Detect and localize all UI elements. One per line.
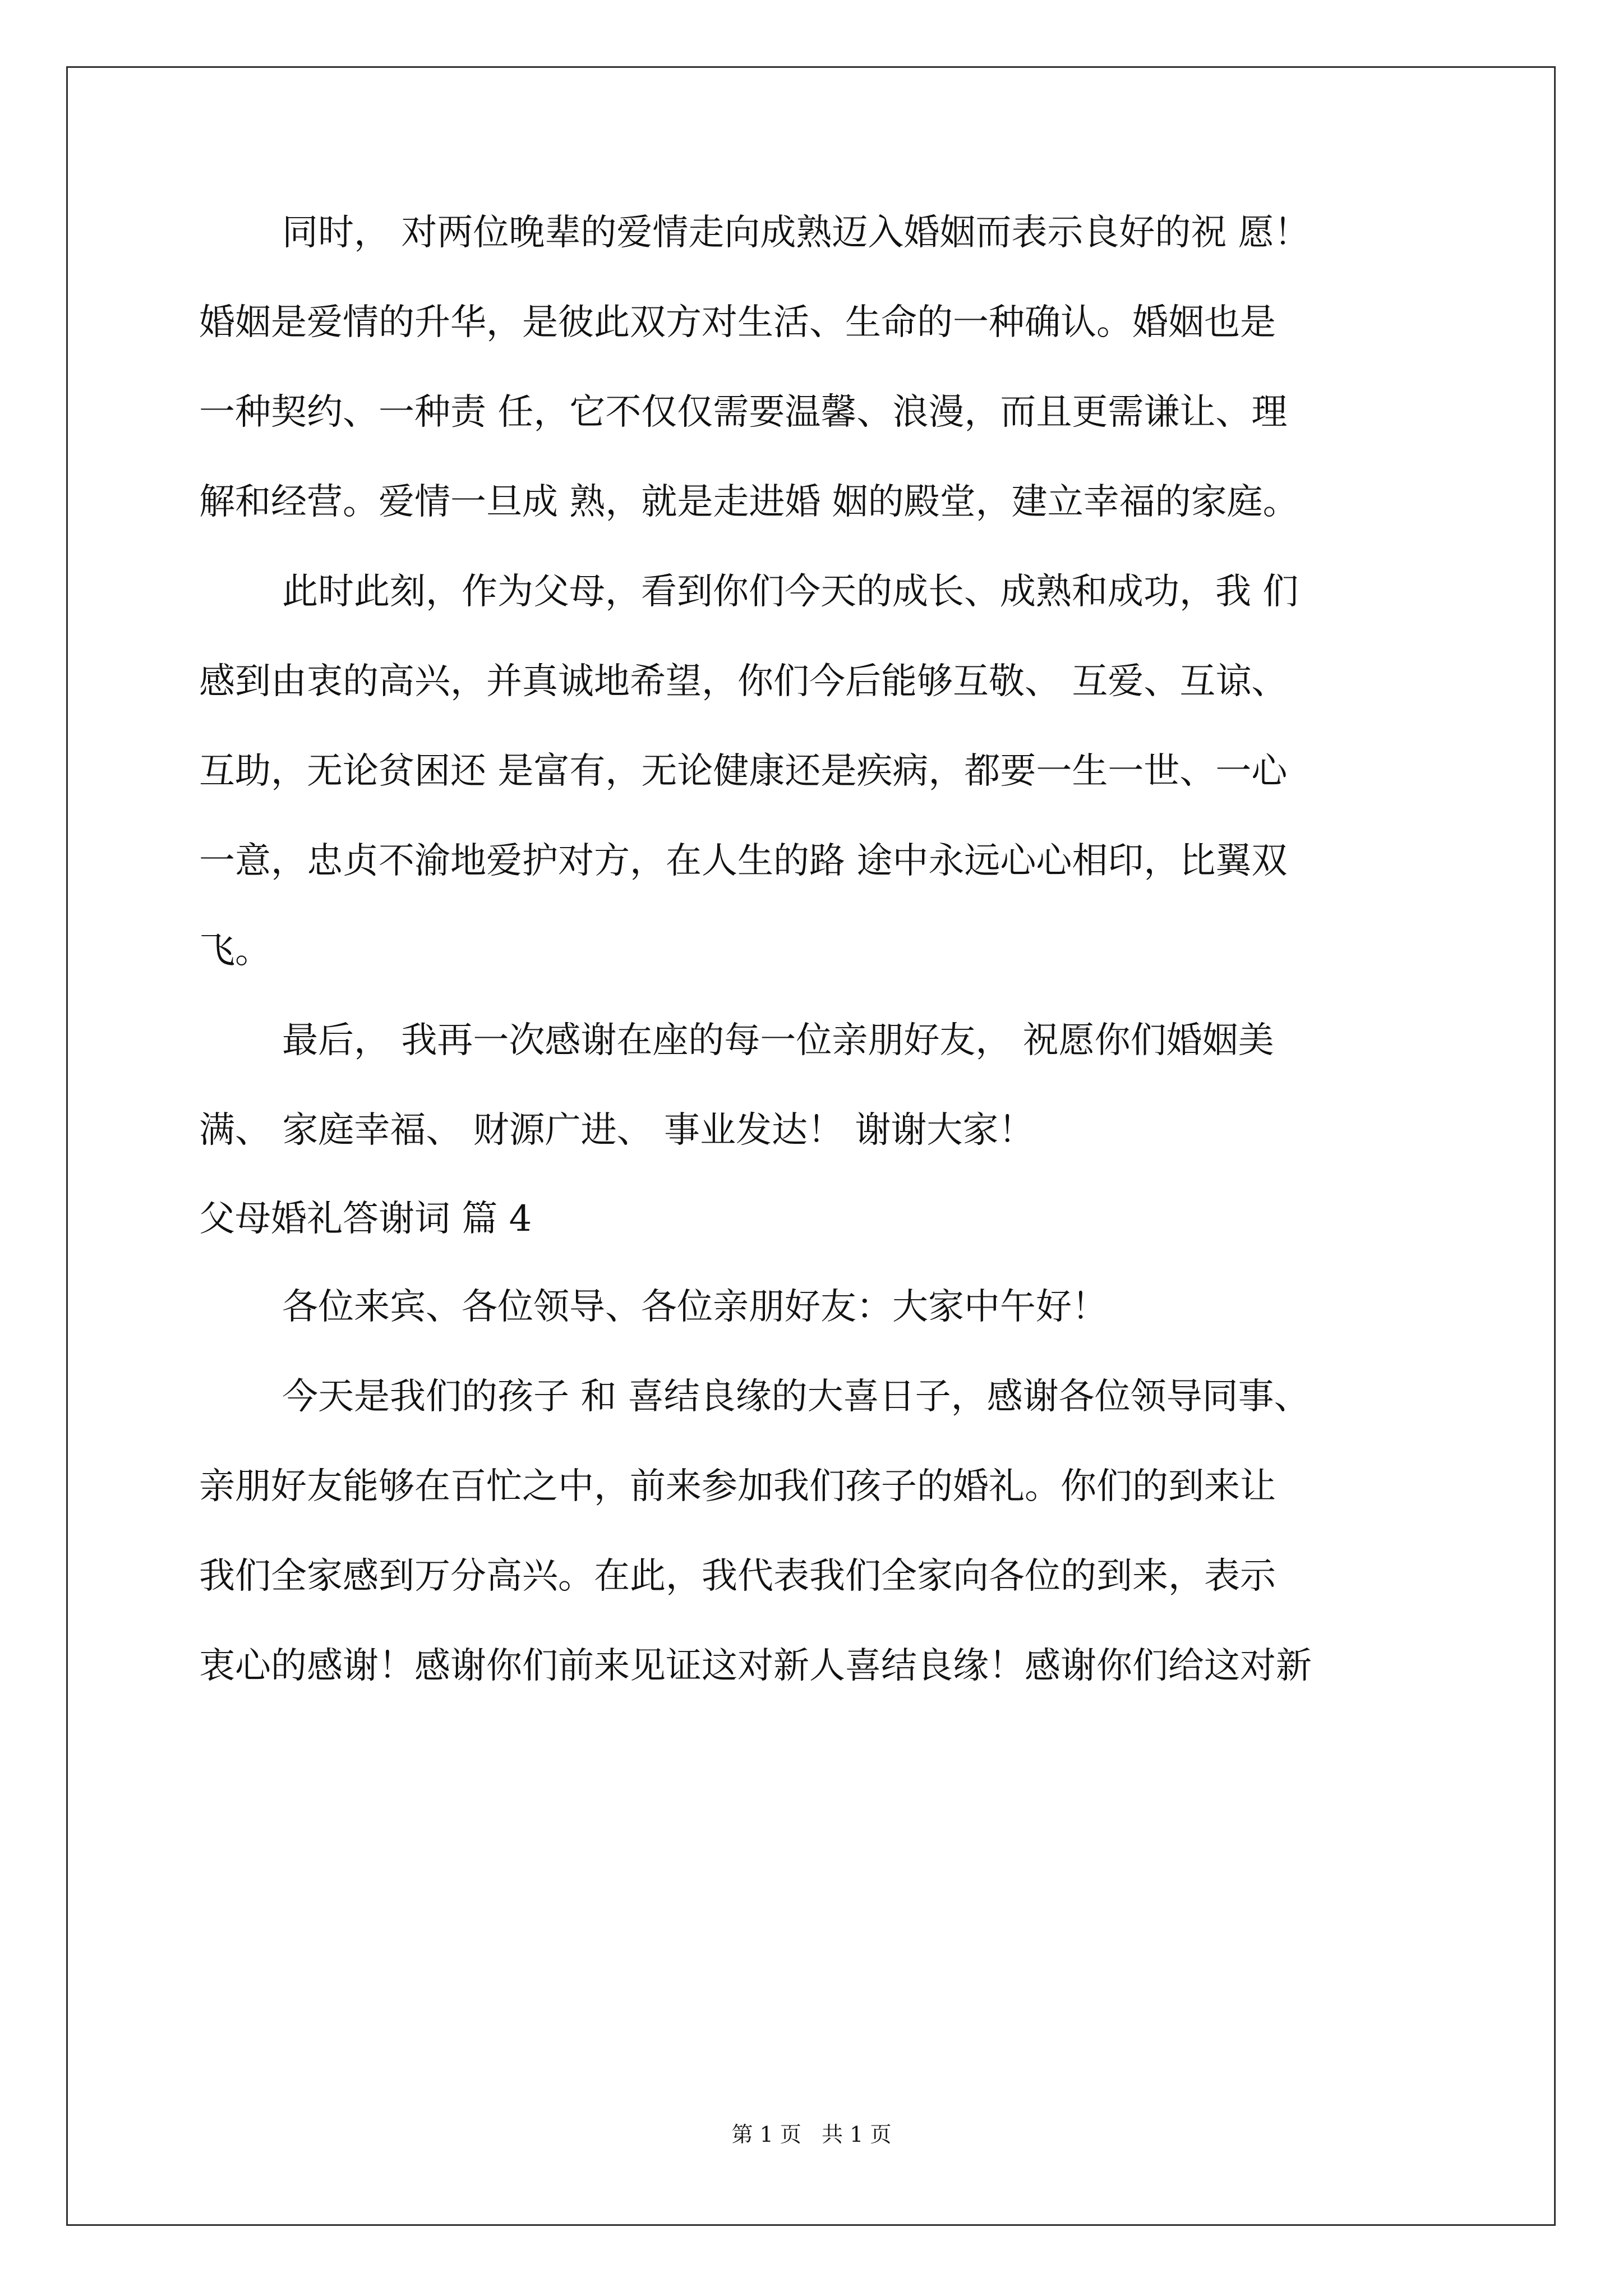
paragraph-line: 此时此刻，作为父母，看到你们今天的成长、成熟和成功，我 们 xyxy=(282,571,1299,613)
section-heading: 父母婚礼答谢词 篇 4 xyxy=(199,1198,532,1240)
paragraph-line: 感到由衷的高兴，并真诚地希望，你们今后能够互敬、 互爱、互谅、 xyxy=(199,661,1288,702)
paragraph-line: 衷心的感谢！感谢你们前来见证这对新人喜结良缘！感谢你们给这对新 xyxy=(199,1645,1312,1687)
paragraph-line: 同时， 对两位晚辈的爱情走向成熟迈入婚姻而表示良好的祝 愿！ xyxy=(282,212,1310,254)
paragraph-line: 最后， 我再一次感谢在座的每一位亲朋好友， 祝愿你们婚姻美 xyxy=(282,1020,1274,1061)
paragraph-line: 互助，无论贫困还 是富有，无论健康还是疾病，都要一生一世、一心 xyxy=(199,751,1288,792)
paragraph-line: 一意，忠贞不渝地爱护对方，在人生的路 途中永远心心相印，比翼双 xyxy=(199,840,1288,882)
paragraph-line: 亲朋好友能够在百忙之中，前来参加我们孩子的婚礼。你们的到来让 xyxy=(199,1466,1276,1507)
paragraph-line: 解和经营。爱情一旦成 熟，就是走进婚 姻的殿堂，建立幸福的家庭。 xyxy=(199,481,1299,523)
paragraph-line: 婚姻是爱情的升华，是彼此双方对生活、生命的一种确认。婚姻也是 xyxy=(199,302,1276,343)
paragraph-line: 满、 家庭幸福、 财源广进、 事业发达！ 谢谢大家！ xyxy=(199,1110,1035,1151)
paragraph-line: 飞。 xyxy=(199,930,271,972)
paragraph-line: 今天是我们的孩子 和 喜结良缘的大喜日子，感谢各位领导同事、 xyxy=(282,1376,1310,1418)
page-number-footer: 第 1 页 共 1 页 xyxy=(731,2122,892,2147)
paragraph-line: 各位来宾、各位领导、各位亲朋好友：大家中午好！ xyxy=(282,1286,1108,1328)
paragraph-line: 我们全家感到万分高兴。在此，我代表我们全家向各位的到来，表示 xyxy=(199,1556,1276,1597)
paragraph-line: 一种契约、一种责 任，它不仅仅需要温馨、浪漫，而且更需谦让、理 xyxy=(199,392,1288,433)
